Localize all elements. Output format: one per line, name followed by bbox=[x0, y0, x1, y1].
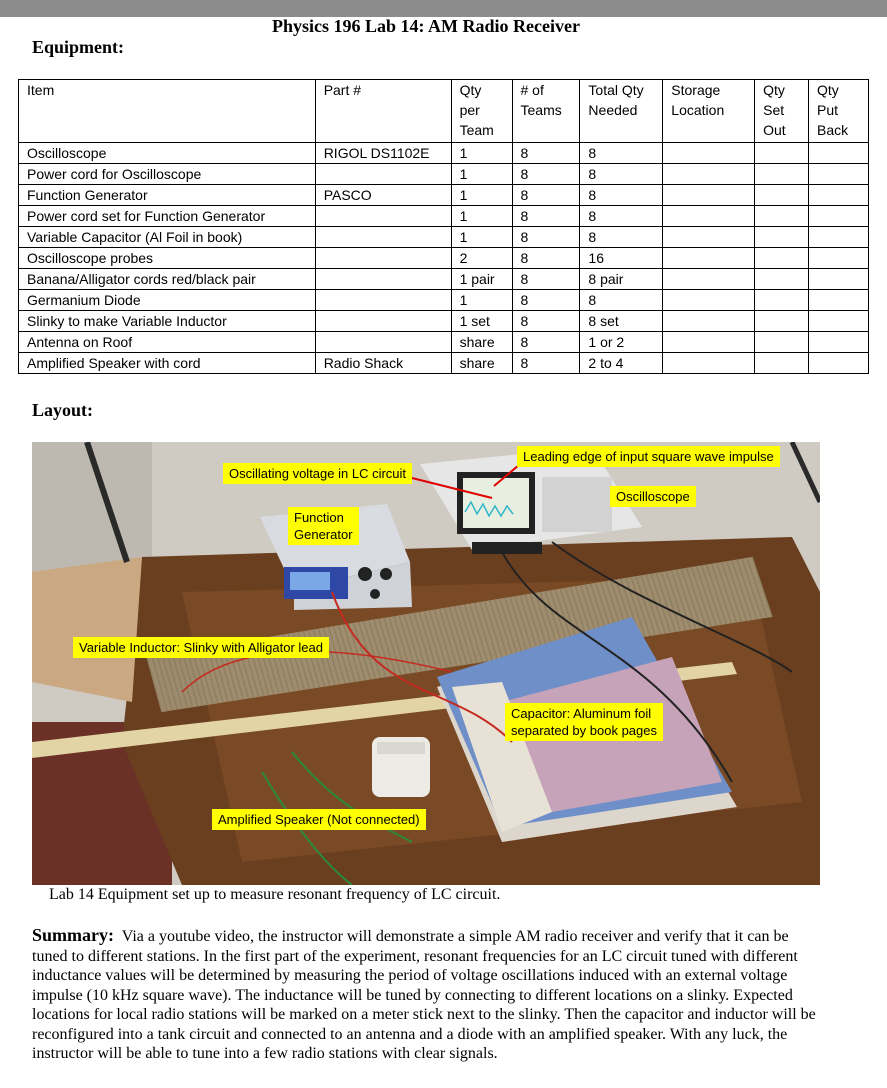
table-cell: 8 bbox=[512, 290, 580, 311]
table-cell bbox=[663, 269, 755, 290]
table-row bbox=[19, 185, 869, 206]
table-cell: 1 set bbox=[451, 311, 512, 332]
table-cell bbox=[809, 311, 869, 332]
table-cell: Antenna on Roof bbox=[19, 332, 316, 353]
summary-text: Via a youtube video, the instructor will demonstrate a simple AM radio receiver and verify that it can be tuned to different stations. In the first part of the experiment, resonant frequencies for an LC circuit tuned with different inductance values will be determined by measuring the period of voltage oscillations induced with an external voltage impulse (10 kHz square wave). The inductance will be tuned by connecting to different locations on a slinky. Expected locations for local radio stations will be marked on a meter stick next to the slinky. Then the capacitor and inductor will be reconfigured into a tank circuit and connected to an antenna and a diode with an amplified speaker. With any luck, the instructor will be able to tune into a few radio stations with clear signals. bbox=[32, 928, 816, 1062]
table-cell: 8 bbox=[512, 332, 580, 353]
table-cell: 8 bbox=[580, 206, 663, 227]
table-cell: 8 bbox=[512, 353, 580, 374]
table-cell: 2 bbox=[451, 248, 512, 269]
table-cell: 1 bbox=[451, 206, 512, 227]
table-row bbox=[19, 164, 869, 185]
table-cell: 1 or 2 bbox=[580, 332, 663, 353]
table-cell: 8 pair bbox=[580, 269, 663, 290]
table-cell bbox=[755, 311, 809, 332]
table-cell bbox=[663, 311, 755, 332]
table-cell: 8 bbox=[512, 206, 580, 227]
table-cell bbox=[809, 269, 869, 290]
speaker-device bbox=[372, 737, 430, 797]
table-cell: 1 bbox=[451, 185, 512, 206]
table-row bbox=[19, 227, 869, 248]
table-cell: Oscilloscope bbox=[19, 143, 316, 164]
table-cell bbox=[809, 227, 869, 248]
header-storage-location: Storage Location bbox=[663, 80, 755, 143]
header-item: Item bbox=[19, 80, 316, 143]
lab-setup-photo bbox=[32, 442, 820, 885]
label-leading-edge: Leading edge of input square wave impulse bbox=[517, 446, 780, 467]
label-capacitor bbox=[505, 703, 663, 741]
equipment-heading: Equipment: bbox=[32, 37, 125, 57]
table-cell: 8 bbox=[580, 290, 663, 311]
table-cell bbox=[809, 206, 869, 227]
table-cell bbox=[663, 206, 755, 227]
table-cell: Power cord set for Function Generator bbox=[19, 206, 316, 227]
table-cell: Slinky to make Variable Inductor bbox=[19, 311, 316, 332]
table-row bbox=[19, 143, 869, 164]
table-cell bbox=[755, 332, 809, 353]
table-cell: share bbox=[451, 353, 512, 374]
table-cell: 8 bbox=[580, 185, 663, 206]
table-cell: 1 bbox=[451, 227, 512, 248]
header-qty-set-out: Qty Set Out bbox=[755, 80, 809, 143]
label-function-generator bbox=[288, 507, 359, 545]
label-oscillating-voltage: Oscillating voltage in LC circuit bbox=[223, 463, 412, 484]
table-cell bbox=[663, 164, 755, 185]
table-cell: 1 pair bbox=[451, 269, 512, 290]
table-cell: 8 bbox=[580, 143, 663, 164]
table-cell: 8 bbox=[512, 269, 580, 290]
top-bar bbox=[0, 0, 887, 17]
table-cell bbox=[809, 353, 869, 374]
table-cell: 8 bbox=[512, 311, 580, 332]
equipment-table bbox=[18, 79, 869, 374]
table-row bbox=[19, 248, 869, 269]
label-speaker: Amplified Speaker (Not connected) bbox=[212, 809, 426, 830]
table-cell: PASCO bbox=[315, 185, 451, 206]
table-cell bbox=[315, 269, 451, 290]
table-cell bbox=[315, 248, 451, 269]
table-cell bbox=[755, 269, 809, 290]
table-cell: 8 bbox=[580, 164, 663, 185]
table-cell bbox=[755, 290, 809, 311]
table-cell bbox=[809, 143, 869, 164]
header-part: Part # bbox=[315, 80, 451, 143]
table-row bbox=[19, 206, 869, 227]
table-cell bbox=[755, 248, 809, 269]
table-cell: 8 bbox=[512, 185, 580, 206]
table-cell: 8 bbox=[512, 248, 580, 269]
table-cell bbox=[663, 353, 755, 374]
table-cell: 8 bbox=[580, 227, 663, 248]
header-total-qty: Total Qty Needed bbox=[580, 80, 663, 143]
table-cell bbox=[755, 185, 809, 206]
table-cell bbox=[809, 290, 869, 311]
table-cell bbox=[755, 164, 809, 185]
table-cell bbox=[809, 164, 869, 185]
summary-paragraph bbox=[32, 926, 822, 1064]
table-cell: Variable Capacitor (Al Foil in book) bbox=[19, 227, 316, 248]
table-cell: Radio Shack bbox=[315, 353, 451, 374]
table-cell: 8 set bbox=[580, 311, 663, 332]
table-row bbox=[19, 311, 869, 332]
table-cell bbox=[315, 227, 451, 248]
table-cell bbox=[663, 227, 755, 248]
table-cell: Amplified Speaker with cord bbox=[19, 353, 316, 374]
table-cell: 1 bbox=[451, 143, 512, 164]
label-capacitor-line2: separated by book pages bbox=[511, 723, 657, 738]
table-cell bbox=[755, 227, 809, 248]
lab-setup-illustration bbox=[32, 442, 820, 885]
table-cell: Germanium Diode bbox=[19, 290, 316, 311]
table-cell: Function Generator bbox=[19, 185, 316, 206]
table-cell: RIGOL DS1102E bbox=[315, 143, 451, 164]
label-capacitor-line1: Capacitor: Aluminum foil bbox=[511, 706, 652, 721]
label-oscilloscope: Oscilloscope bbox=[610, 486, 696, 507]
table-cell bbox=[315, 311, 451, 332]
label-variable-inductor: Variable Inductor: Slinky with Alligator lead bbox=[73, 637, 329, 658]
label-function-generator-line1: Function bbox=[294, 510, 344, 525]
label-function-generator-line2: Generator bbox=[294, 527, 353, 542]
table-cell: Power cord for Oscilloscope bbox=[19, 164, 316, 185]
table-cell: 8 bbox=[512, 164, 580, 185]
table-cell: 1 bbox=[451, 290, 512, 311]
table-row bbox=[19, 332, 869, 353]
table-cell: 8 bbox=[512, 227, 580, 248]
layout-heading: Layout: bbox=[32, 400, 94, 420]
table-cell bbox=[663, 248, 755, 269]
table-cell: 16 bbox=[580, 248, 663, 269]
table-row bbox=[19, 269, 869, 290]
summary-label: Summary: bbox=[32, 925, 114, 945]
table-cell bbox=[809, 248, 869, 269]
table-cell bbox=[663, 290, 755, 311]
table-cell bbox=[809, 332, 869, 353]
table-cell bbox=[315, 290, 451, 311]
table-cell: Banana/Alligator cords red/black pair bbox=[19, 269, 316, 290]
header-num-teams: # of Teams bbox=[512, 80, 580, 143]
table-cell: 8 bbox=[512, 143, 580, 164]
table-cell: 1 bbox=[451, 164, 512, 185]
table-cell bbox=[315, 332, 451, 353]
table-header-row bbox=[19, 80, 869, 143]
table-cell bbox=[663, 143, 755, 164]
table-cell: share bbox=[451, 332, 512, 353]
header-qty-put-back: Qty Put Back bbox=[809, 80, 869, 143]
table-cell bbox=[809, 185, 869, 206]
table-cell: 2 to 4 bbox=[580, 353, 663, 374]
page-title: Physics 196 Lab 14: AM Radio Receiver bbox=[272, 16, 580, 36]
table-cell bbox=[315, 164, 451, 185]
table-row bbox=[19, 290, 869, 311]
photo-caption: Lab 14 Equipment set up to measure resonant frequency of LC circuit. bbox=[49, 886, 501, 903]
header-qty-per-team: Qty per Team bbox=[451, 80, 512, 143]
table-cell bbox=[755, 353, 809, 374]
table-cell bbox=[663, 185, 755, 206]
table-cell: Oscilloscope probes bbox=[19, 248, 316, 269]
table-cell bbox=[755, 143, 809, 164]
table-cell bbox=[315, 206, 451, 227]
table-cell bbox=[663, 332, 755, 353]
table-cell bbox=[755, 206, 809, 227]
table-row bbox=[19, 353, 869, 374]
